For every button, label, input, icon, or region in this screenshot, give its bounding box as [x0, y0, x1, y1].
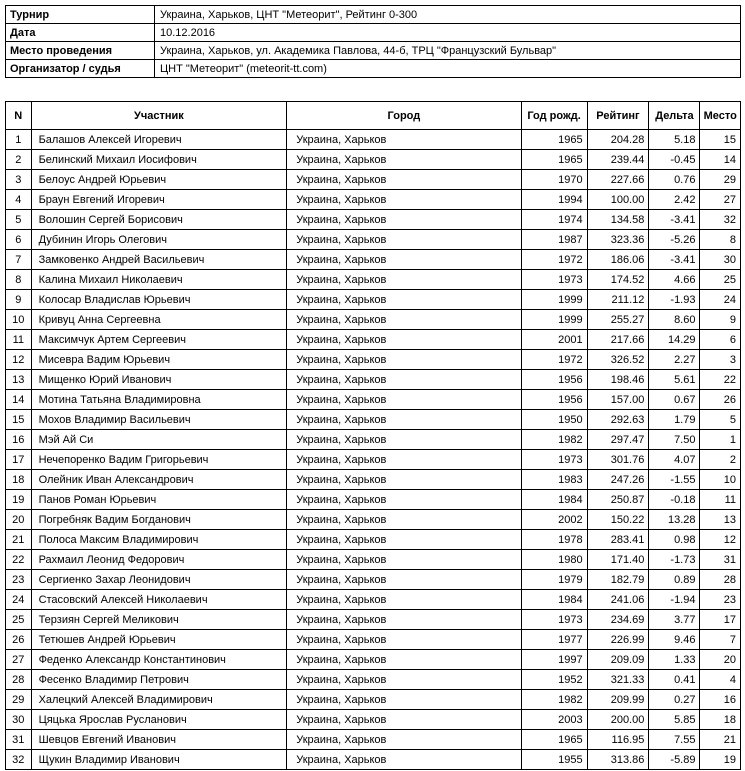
participant-city: Украина, Харьков [287, 190, 521, 210]
row-number: 32 [6, 750, 32, 770]
participant-name: Панов Роман Юрьевич [31, 490, 287, 510]
participants-table [5, 101, 741, 770]
participant-name: Дубинин Игорь Олегович [31, 230, 287, 250]
place-value: 21 [700, 730, 741, 750]
place-value: 12 [700, 530, 741, 550]
table-row [6, 750, 741, 770]
header-rating: Рейтинг [587, 102, 649, 130]
venue-value: Украина, Харьков, ул. Академика Павлова, 44-б, ТРЦ "Французский Бульвар" [155, 42, 741, 60]
participant-city: Украина, Харьков [287, 390, 521, 410]
rating-value: 250.87 [587, 490, 649, 510]
participant-city: Украина, Харьков [287, 730, 521, 750]
participant-city: Украина, Харьков [287, 610, 521, 630]
participant-name: Погребняк Вадим Богданович [31, 510, 287, 530]
participant-city: Украина, Харьков [287, 150, 521, 170]
birth-year: 1973 [521, 270, 587, 290]
table-header-row [6, 102, 741, 130]
delta-value: 13.28 [649, 510, 700, 530]
row-number: 14 [6, 390, 32, 410]
rating-value: 182.79 [587, 570, 649, 590]
delta-value: 5.61 [649, 370, 700, 390]
date-row [6, 24, 741, 42]
participant-name: Феденко Александр Константинович [31, 650, 287, 670]
birth-year: 1979 [521, 570, 587, 590]
participant-name: Браун Евгений Игоревич [31, 190, 287, 210]
header-delta: Дельта [649, 102, 700, 130]
participant-name: Замковенко Андрей Васильевич [31, 250, 287, 270]
tournament-value: Украина, Харьков, ЦНТ "Метеорит", Рейтинг 0-300 [155, 6, 741, 24]
table-row [6, 170, 741, 190]
rating-value: 209.09 [587, 650, 649, 670]
birth-year: 1970 [521, 170, 587, 190]
delta-value: -5.89 [649, 750, 700, 770]
row-number: 22 [6, 550, 32, 570]
rating-value: 150.22 [587, 510, 649, 530]
birth-year: 1973 [521, 610, 587, 630]
venue-label: Место проведения [6, 42, 155, 60]
participant-name: Олейник Иван Александрович [31, 470, 287, 490]
rating-value: 217.66 [587, 330, 649, 350]
delta-value: -5.26 [649, 230, 700, 250]
participant-city: Украина, Харьков [287, 470, 521, 490]
header-city: Город [287, 102, 521, 130]
row-number: 15 [6, 410, 32, 430]
rating-value: 323.36 [587, 230, 649, 250]
tournament-label: Турнир [6, 6, 155, 24]
table-row [6, 310, 741, 330]
row-number: 20 [6, 510, 32, 530]
table-row [6, 410, 741, 430]
place-value: 1 [700, 430, 741, 450]
rating-value: 313.86 [587, 750, 649, 770]
header-birth-year: Год рожд. [521, 102, 587, 130]
table-row [6, 490, 741, 510]
delta-value: -3.41 [649, 250, 700, 270]
delta-value: 1.33 [649, 650, 700, 670]
participant-city: Украина, Харьков [287, 550, 521, 570]
place-value: 18 [700, 710, 741, 730]
row-number: 8 [6, 270, 32, 290]
rating-value: 204.28 [587, 130, 649, 150]
place-value: 20 [700, 650, 741, 670]
place-value: 14 [700, 150, 741, 170]
row-number: 29 [6, 690, 32, 710]
birth-year: 1973 [521, 450, 587, 470]
row-number: 31 [6, 730, 32, 750]
participant-city: Украина, Харьков [287, 330, 521, 350]
table-row [6, 470, 741, 490]
tournament-row [6, 6, 741, 24]
delta-value: 8.60 [649, 310, 700, 330]
row-number: 23 [6, 570, 32, 590]
participant-name: Мотина Татьяна Владимировна [31, 390, 287, 410]
table-row [6, 230, 741, 250]
participant-city: Украина, Харьков [287, 290, 521, 310]
row-number: 30 [6, 710, 32, 730]
row-number: 21 [6, 530, 32, 550]
delta-value: 0.76 [649, 170, 700, 190]
delta-value: 9.46 [649, 630, 700, 650]
delta-value: 2.42 [649, 190, 700, 210]
rating-value: 321.33 [587, 670, 649, 690]
participant-city: Украина, Харьков [287, 590, 521, 610]
birth-year: 1987 [521, 230, 587, 250]
participant-name: Халецкий Алексей Владимирович [31, 690, 287, 710]
place-value: 32 [700, 210, 741, 230]
delta-value: 0.41 [649, 670, 700, 690]
birth-year: 2002 [521, 510, 587, 530]
header-place: Место [700, 102, 741, 130]
rating-value: 134.58 [587, 210, 649, 230]
table-row [6, 550, 741, 570]
rating-value: 198.46 [587, 370, 649, 390]
participant-name: Волошин Сергей Борисович [31, 210, 287, 230]
participant-name: Нечепоренко Вадим Григорьевич [31, 450, 287, 470]
rating-value: 227.66 [587, 170, 649, 190]
row-number: 1 [6, 130, 32, 150]
place-value: 5 [700, 410, 741, 430]
birth-year: 1982 [521, 430, 587, 450]
place-value: 30 [700, 250, 741, 270]
participant-name: Щукин Владимир Иванович [31, 750, 287, 770]
place-value: 28 [700, 570, 741, 590]
row-number: 3 [6, 170, 32, 190]
table-row [6, 510, 741, 530]
place-value: 29 [700, 170, 741, 190]
participant-city: Украина, Харьков [287, 370, 521, 390]
delta-value: 2.27 [649, 350, 700, 370]
birth-year: 1977 [521, 630, 587, 650]
birth-year: 1965 [521, 150, 587, 170]
place-value: 19 [700, 750, 741, 770]
birth-year: 1965 [521, 130, 587, 150]
participant-city: Украина, Харьков [287, 690, 521, 710]
rating-value: 283.41 [587, 530, 649, 550]
rating-value: 297.47 [587, 430, 649, 450]
date-value: 10.12.2016 [155, 24, 741, 42]
organizer-label: Организатор / судья [6, 60, 155, 78]
table-row [6, 710, 741, 730]
place-value: 4 [700, 670, 741, 690]
place-value: 8 [700, 230, 741, 250]
row-number: 10 [6, 310, 32, 330]
participant-name: Тетюшев Андрей Юрьевич [31, 630, 287, 650]
participant-city: Украина, Харьков [287, 250, 521, 270]
participant-name: Балашов Алексей Игоревич [31, 130, 287, 150]
participant-name: Мищенко Юрий Иванович [31, 370, 287, 390]
birth-year: 1994 [521, 190, 587, 210]
birth-year: 1982 [521, 690, 587, 710]
rating-value: 211.12 [587, 290, 649, 310]
participant-name: Стасовский Алексей Николаевич [31, 590, 287, 610]
rating-value: 116.95 [587, 730, 649, 750]
row-number: 26 [6, 630, 32, 650]
participant-name: Калина Михаил Николаевич [31, 270, 287, 290]
place-value: 16 [700, 690, 741, 710]
participant-name: Максимчук Артем Сергеевич [31, 330, 287, 350]
participant-name: Мохов Владимир Васильевич [31, 410, 287, 430]
birth-year: 2001 [521, 330, 587, 350]
table-row [6, 630, 741, 650]
participant-city: Украина, Харьков [287, 510, 521, 530]
table-row [6, 330, 741, 350]
birth-year: 1983 [521, 470, 587, 490]
table-row [6, 610, 741, 630]
delta-value: 1.79 [649, 410, 700, 430]
delta-value: -0.45 [649, 150, 700, 170]
organizer-value: ЦНТ "Метеорит" (meteorit-tt.com) [155, 60, 741, 78]
participant-name: Сергиенко Захар Леонидович [31, 570, 287, 590]
participant-city: Украина, Харьков [287, 170, 521, 190]
delta-value: 5.18 [649, 130, 700, 150]
participant-city: Украина, Харьков [287, 350, 521, 370]
birth-year: 1972 [521, 250, 587, 270]
participant-name: Рахмаил Леонид Федорович [31, 550, 287, 570]
participant-name: Фесенко Владимир Петрович [31, 670, 287, 690]
delta-value: -1.94 [649, 590, 700, 610]
participant-city: Украина, Харьков [287, 630, 521, 650]
delta-value: -1.93 [649, 290, 700, 310]
place-value: 17 [700, 610, 741, 630]
venue-row [6, 42, 741, 60]
participant-name: Полоса Максим Владимирович [31, 530, 287, 550]
date-label: Дата [6, 24, 155, 42]
header-number: N [6, 102, 32, 130]
participant-name: Белинский Михаил Иосифович [31, 150, 287, 170]
row-number: 6 [6, 230, 32, 250]
delta-value: 0.27 [649, 690, 700, 710]
place-value: 13 [700, 510, 741, 530]
table-row [6, 370, 741, 390]
row-number: 19 [6, 490, 32, 510]
birth-year: 1956 [521, 370, 587, 390]
table-row [6, 270, 741, 290]
table-row [6, 690, 741, 710]
delta-value: 7.55 [649, 730, 700, 750]
participant-city: Украина, Харьков [287, 570, 521, 590]
rating-value: 171.40 [587, 550, 649, 570]
delta-value: 0.98 [649, 530, 700, 550]
place-value: 22 [700, 370, 741, 390]
participant-city: Украина, Харьков [287, 430, 521, 450]
table-row [6, 190, 741, 210]
delta-value: -3.41 [649, 210, 700, 230]
rating-value: 326.52 [587, 350, 649, 370]
table-row [6, 570, 741, 590]
rating-value: 301.76 [587, 450, 649, 470]
birth-year: 1950 [521, 410, 587, 430]
rating-value: 226.99 [587, 630, 649, 650]
rating-value: 241.06 [587, 590, 649, 610]
delta-value: 0.89 [649, 570, 700, 590]
rating-value: 174.52 [587, 270, 649, 290]
rating-value: 255.27 [587, 310, 649, 330]
delta-value: -0.18 [649, 490, 700, 510]
table-row [6, 350, 741, 370]
table-row [6, 290, 741, 310]
tournament-info-table [5, 5, 741, 78]
table-row [6, 250, 741, 270]
birth-year: 1997 [521, 650, 587, 670]
delta-value: 14.29 [649, 330, 700, 350]
place-value: 25 [700, 270, 741, 290]
place-value: 7 [700, 630, 741, 650]
place-value: 24 [700, 290, 741, 310]
place-value: 11 [700, 490, 741, 510]
rating-value: 292.63 [587, 410, 649, 430]
row-number: 11 [6, 330, 32, 350]
row-number: 12 [6, 350, 32, 370]
rating-value: 239.44 [587, 150, 649, 170]
place-value: 2 [700, 450, 741, 470]
participant-city: Украина, Харьков [287, 130, 521, 150]
participant-city: Украина, Харьков [287, 230, 521, 250]
delta-value: 5.85 [649, 710, 700, 730]
birth-year: 1955 [521, 750, 587, 770]
participant-city: Украина, Харьков [287, 210, 521, 230]
delta-value: 4.07 [649, 450, 700, 470]
birth-year: 1974 [521, 210, 587, 230]
rating-value: 100.00 [587, 190, 649, 210]
place-value: 26 [700, 390, 741, 410]
table-row [6, 390, 741, 410]
place-value: 31 [700, 550, 741, 570]
organizer-row [6, 60, 741, 78]
birth-year: 1952 [521, 670, 587, 690]
place-value: 23 [700, 590, 741, 610]
row-number: 16 [6, 430, 32, 450]
participant-name: Белоус Андрей Юрьевич [31, 170, 287, 190]
rating-value: 186.06 [587, 250, 649, 270]
row-number: 25 [6, 610, 32, 630]
birth-year: 2003 [521, 710, 587, 730]
participant-city: Украина, Харьков [287, 410, 521, 430]
table-row [6, 530, 741, 550]
birth-year: 1972 [521, 350, 587, 370]
rating-value: 157.00 [587, 390, 649, 410]
row-number: 13 [6, 370, 32, 390]
participant-name: Шевцов Евгений Иванович [31, 730, 287, 750]
table-row [6, 450, 741, 470]
delta-value: -1.55 [649, 470, 700, 490]
row-number: 28 [6, 670, 32, 690]
birth-year: 1956 [521, 390, 587, 410]
row-number: 2 [6, 150, 32, 170]
place-value: 9 [700, 310, 741, 330]
birth-year: 1980 [521, 550, 587, 570]
row-number: 17 [6, 450, 32, 470]
participant-name: Цяцька Ярослав Русланович [31, 710, 287, 730]
row-number: 27 [6, 650, 32, 670]
table-row [6, 210, 741, 230]
rating-value: 200.00 [587, 710, 649, 730]
delta-value: 0.67 [649, 390, 700, 410]
birth-year: 1978 [521, 530, 587, 550]
birth-year: 1999 [521, 310, 587, 330]
participant-city: Украина, Харьков [287, 670, 521, 690]
table-row [6, 730, 741, 750]
delta-value: -1.73 [649, 550, 700, 570]
participant-city: Украина, Харьков [287, 490, 521, 510]
table-row [6, 650, 741, 670]
delta-value: 4.66 [649, 270, 700, 290]
row-number: 9 [6, 290, 32, 310]
table-row [6, 130, 741, 150]
table-row [6, 670, 741, 690]
row-number: 5 [6, 210, 32, 230]
birth-year: 1984 [521, 590, 587, 610]
rating-value: 209.99 [587, 690, 649, 710]
place-value: 6 [700, 330, 741, 350]
row-number: 4 [6, 190, 32, 210]
header-participant: Участник [31, 102, 287, 130]
participants-body [6, 130, 741, 770]
birth-year: 1984 [521, 490, 587, 510]
birth-year: 1999 [521, 290, 587, 310]
delta-value: 3.77 [649, 610, 700, 630]
table-row [6, 150, 741, 170]
participant-city: Украина, Харьков [287, 710, 521, 730]
row-number: 18 [6, 470, 32, 490]
participant-name: Колосар Владислав Юрьевич [31, 290, 287, 310]
participant-name: Мэй Ай Си [31, 430, 287, 450]
place-value: 27 [700, 190, 741, 210]
participant-city: Украина, Харьков [287, 750, 521, 770]
rating-value: 247.26 [587, 470, 649, 490]
participant-city: Украина, Харьков [287, 270, 521, 290]
birth-year: 1965 [521, 730, 587, 750]
place-value: 10 [700, 470, 741, 490]
delta-value: 7.50 [649, 430, 700, 450]
row-number: 24 [6, 590, 32, 610]
participant-city: Украина, Харьков [287, 530, 521, 550]
participant-city: Украина, Харьков [287, 310, 521, 330]
participant-city: Украина, Харьков [287, 650, 521, 670]
place-value: 15 [700, 130, 741, 150]
participant-name: Кривуц Анна Сергеевна [31, 310, 287, 330]
table-row [6, 430, 741, 450]
participant-city: Украина, Харьков [287, 450, 521, 470]
row-number: 7 [6, 250, 32, 270]
rating-value: 234.69 [587, 610, 649, 630]
table-row [6, 590, 741, 610]
place-value: 3 [700, 350, 741, 370]
participant-name: Мисевра Вадим Юрьевич [31, 350, 287, 370]
participant-name: Терзиян Сергей Меликович [31, 610, 287, 630]
